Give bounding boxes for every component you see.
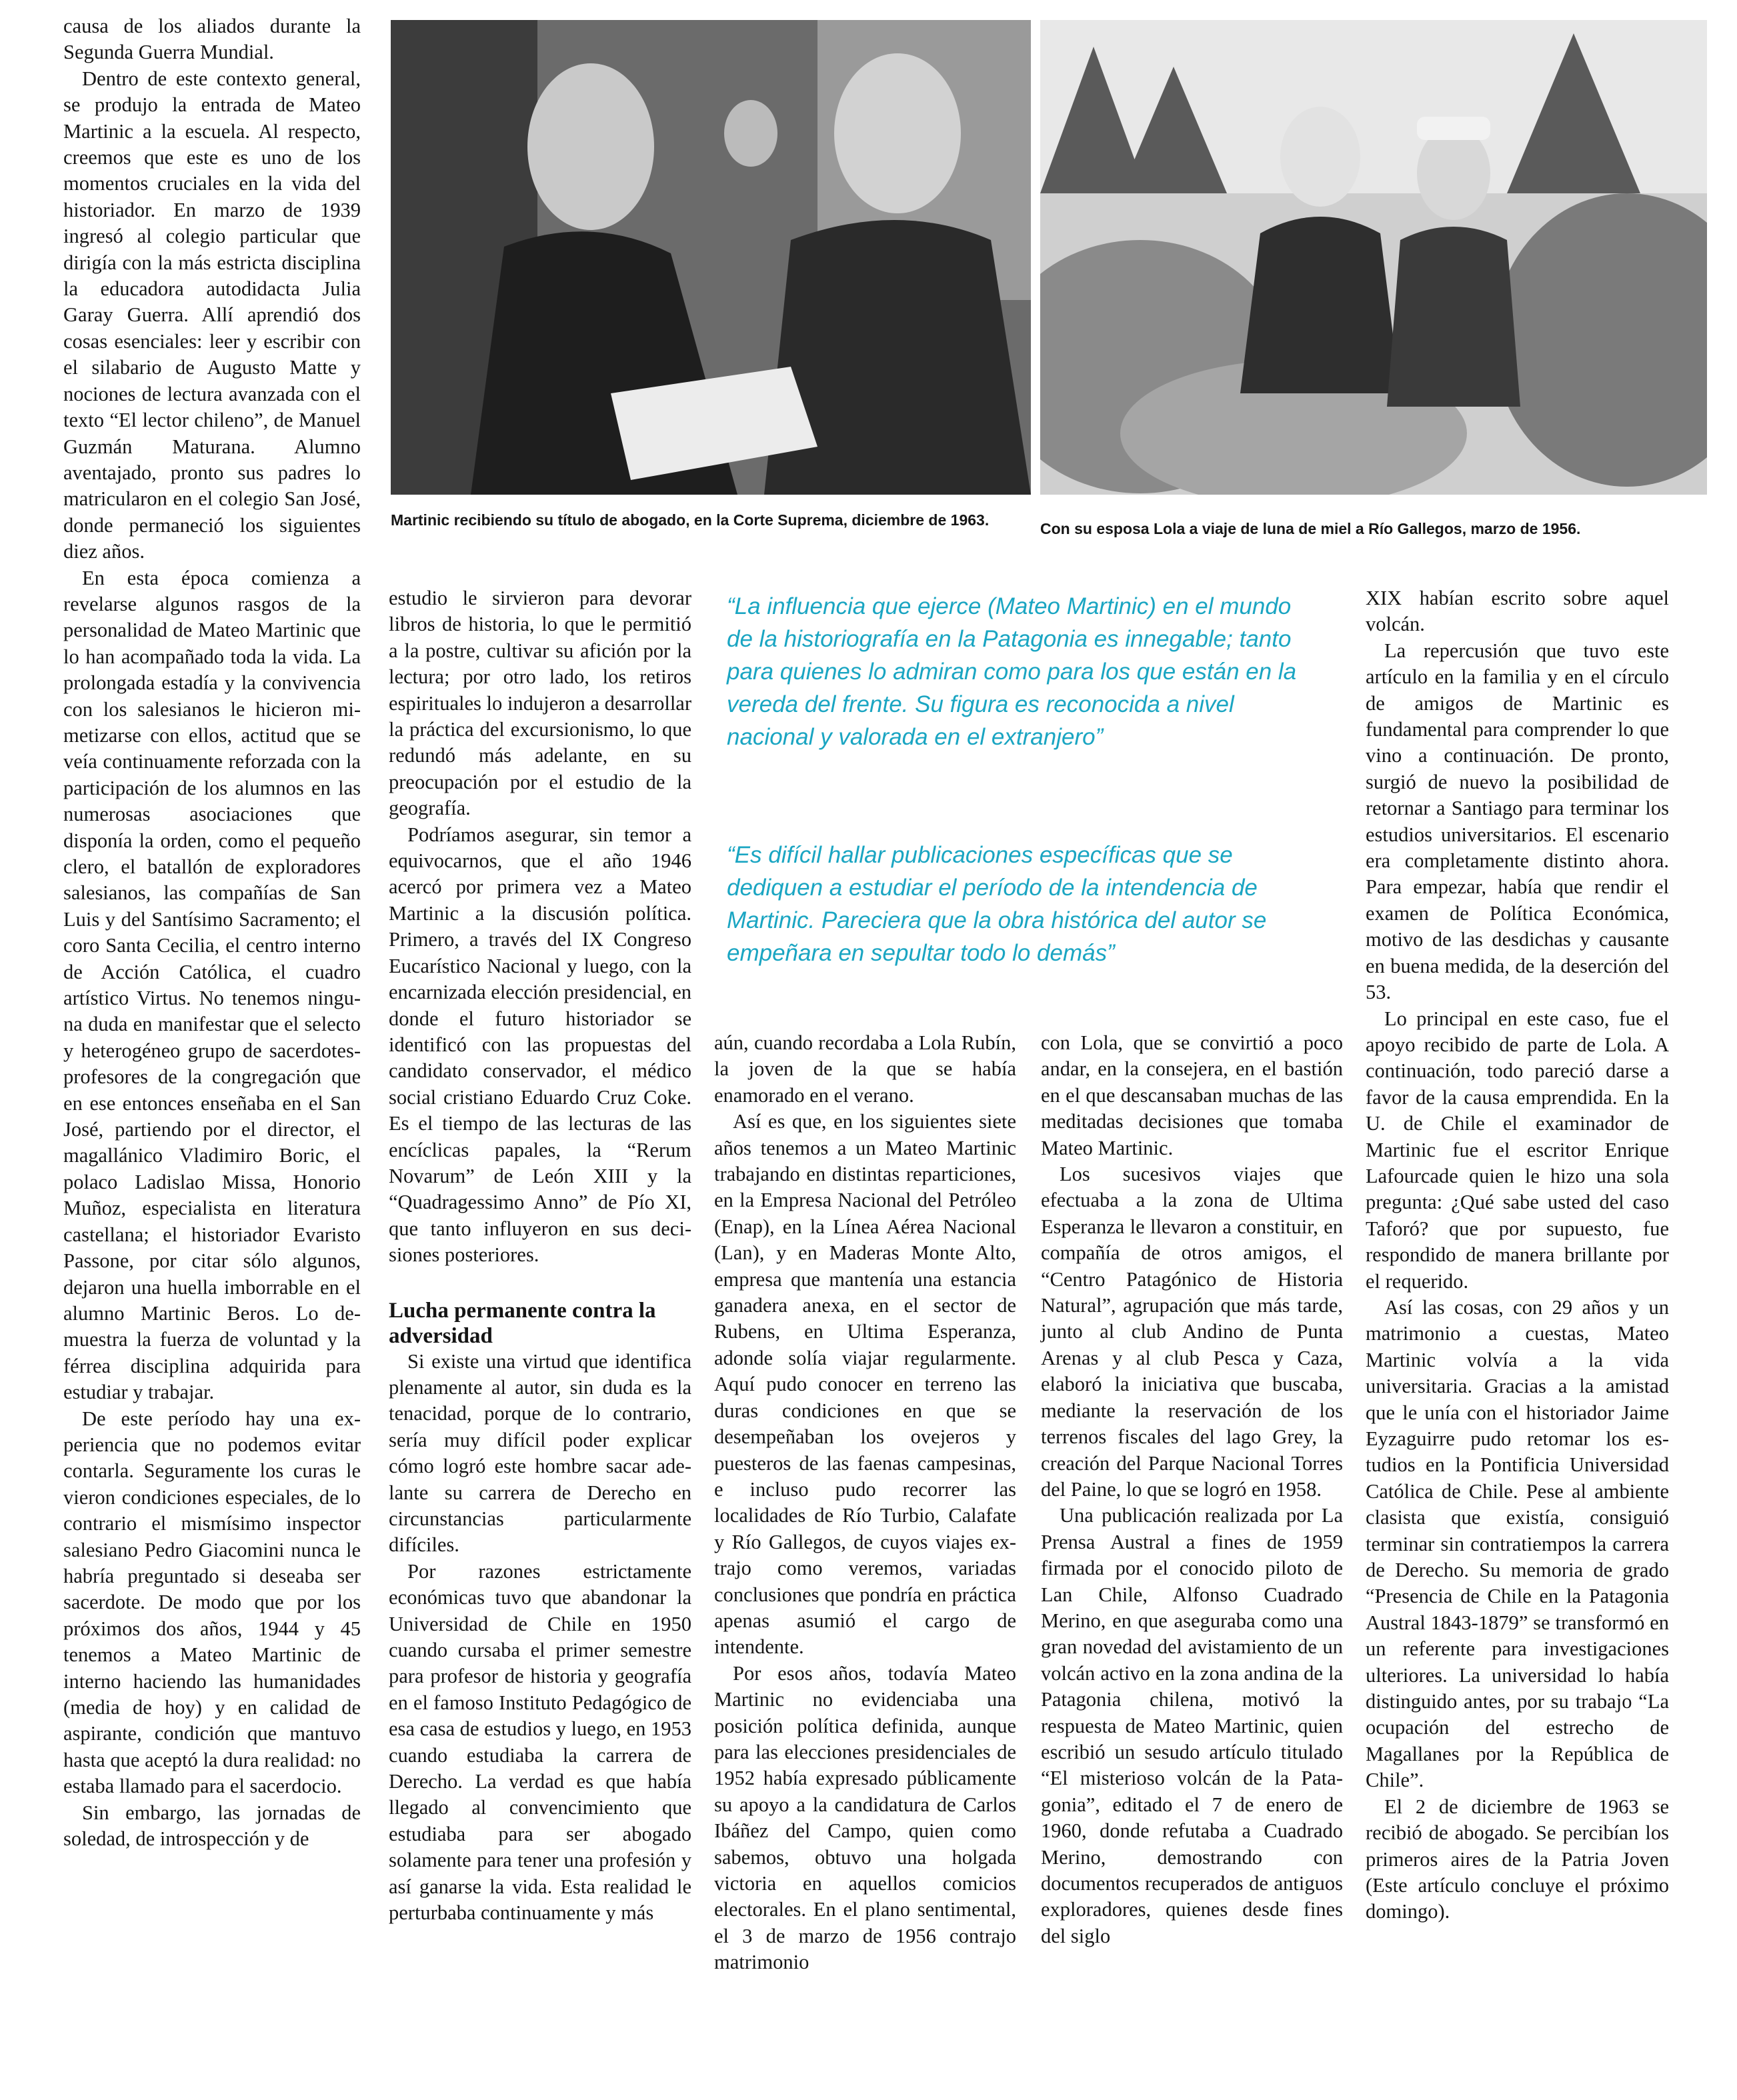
photo-caption-right: Con su esposa Lola a viaje de luna de miel a Río Gallegos, marzo de 1956. bbox=[1040, 520, 1581, 537]
photo-honeymoon bbox=[1040, 20, 1707, 495]
paragraph: Así las cosas, con 29 años y un matrimonio a cuestas, Mateo Martinic volvía a la vida universitaria. Gracias a la amistad que le unía con el historiador Jaime Eyzaguirre pudo retomar los estudios en la Pontificia Universidad Católica de Chile. Pese al ambiente clasista que existía, consiguió terminar sin contratiempos la carrera de Derecho. Su memoria de grado “Presencia de Chile en la Patagonia Austral 1843-1879” se transformó en un referente para investigaciones ulteriores. La universidad lo había distinguido antes, por su trabajo “La ocupación del estrecho de Magallanes por la República de Chile”. bbox=[1366, 1295, 1669, 1792]
paragraph: Podríamos asegurar, sin temor a equivocarnos, que el año 1946 acercó por primera vez a Mateo Martinic a la discusión política. Primero, a través del IX Congreso Eucarístico Nacional y luego, con la encarnizada elección presidencial, en donde el futuro historiador se identificó con las propuestas del candidato conservador, el médico social cristiano Eduardo Cruz Coke. Es el tiempo de las lecturas de las encíclicas papales, la “Rerum Novarum” de León XIII y la “Quadragessimo Anno” de Pío XI, que tanto influyeron en sus decisiones posteriores. bbox=[389, 823, 691, 1267]
photo-law-degree-image bbox=[391, 20, 1031, 495]
paragraph: Por esos años, todavía Mateo Martinic no evidenciaba una posición política definida, aunque para las elecciones presidenciales de 1952 había expresado públicamente su apoyo a la candidatura de Carlos Ibáñez del Campo, quien como sabemos, obtuvo una holgada victoria en aquellos comicios electorales. En el plano sentimental, el 3 de marzo de 1956 contrajo matrimonio bbox=[714, 1661, 1016, 1974]
article-column-5 bbox=[1366, 585, 1669, 1925]
paragraph: estudio le sirvieron para devorar libros de historia, lo que le permitió a la postre, cultivar su afición por la lectura; por otro lado, los retiros espirituales lo indujeron a desarrollar la práctica del excursionismo, lo que redundó más adelante, en su preocupación por el estudio de la geografía. bbox=[389, 587, 691, 820]
article-column-2 bbox=[389, 585, 691, 1927]
paragraph: Dentro de este contexto general, se produjo la entrada de Mateo Martinic a la escuela. Al respecto, creemos que este es uno de los momentos cruciales en la vida del historiador. En marzo de 1939 ingresó al colegio particular que dirigía con la más estricta disciplina la educadora autodidacta Julia Garay Guerra. Allí aprendió dos cosas esenciales: leer y escribir con el silabario de Augusto Matte y nociones de lectura avanzada con el texto “El lector chileno”, de Manuel Guzmán Maturana. Alumno aventajado, pronto sus padres lo matricularon en el colegio San José, donde permaneció los siguientes diez años. bbox=[63, 67, 361, 563]
paragraph: Sin embargo, las jornadas de soledad, de introspección y de bbox=[63, 1801, 361, 1851]
article-column-3 bbox=[714, 1030, 1016, 1976]
paragraph: Así es que, en los siguientes siete años tenemos a un Mateo Martinic trabajando en distintas reparticiones, en la Empresa Nacional del Petróleo (Enap), en la Línea Aérea Nacional (Lan), y en Maderas Monte Alto, empresa que mantenía una estancia ganadera anexa, en el sector de Rubens, en Ultima Esperanza, adonde solía viajar regularmente. Aquí pudo conocer en terreno las duras condiciones en que se desempeñaban los ovejeros y puesteros de las faenas campesinas, e incluso pudo recorrer las localidades de Río Turbio, Calafate y Río Gallegos, de cuyos viajes extrajo como veremos, variadas conclusiones que pondría en práctica apenas asumió el cargo de intendente. bbox=[714, 1110, 1016, 1659]
photo-honeymoon-image bbox=[1040, 20, 1707, 495]
photo-caption-left: Martinic recibiendo su título de abogado, en la Corte Suprema, diciembre de 1963. bbox=[391, 511, 990, 529]
paragraph: Lo principal en este caso, fue el apoyo recibido de parte de Lola. A continuación, todo pareció darse a favor de la causa emprendida. En la U. de Chile el examinador de Martinic fue el escritor Enrique Lafourcade quien le hizo una sola pregunta: ¿Qué sabe usted del caso Taforó? que por supuesto, fue respondido de manera brillante por el requerido. bbox=[1366, 1007, 1669, 1293]
paragraph: El 2 de diciembre de 1963 se recibió de abogado. Se percibían los primeros aires de la Patria Joven (Este artículo concluye el próximo domingo). bbox=[1366, 1795, 1669, 1923]
pull-quote-influence: “La influencia que ejerce (Mateo Martinic) en el mundo de la historiografía en la Patagonia es innegable; tanto para quienes lo admiran como para los que están en la vereda del frente. Su figura es reconocida a nivel nacional y valorada en el extranjero” bbox=[727, 593, 1297, 750]
paragraph: La repercusión que tuvo este artículo en la familia y en el círculo de amigos de Martinic es fundamental para comprender lo que vino a continuación. De pronto, surgió de nuevo la posibilidad de retornar a Santiago para terminar los estudios universitarios. El escenario era completamente distinto ahora. Para empezar, había que rendir el examen de Política Económica, motivo de las desdichas y causante en buena medida, de la deserción del 53. bbox=[1366, 639, 1669, 1004]
paragraph: Por razones estrictamente económicas tuvo que abandonar la Universidad de Chile en 1950 cuando cursaba el primer semestre para profesor de historia y geografía en el famoso Instituto Pedagógico de esa casa de estudios y luego, en 1953 cuando estudiaba la carrera de Derecho. La verdad es que había llegado al convencimiento que estudiaba para ser abogado solamente para tener una profesión y así ganarse la vida. Esta realidad le perturbaba continuamente y más bbox=[389, 1559, 691, 1925]
section-heading: Lucha permanente contra la adversidad bbox=[389, 1298, 656, 1348]
article-column-1 bbox=[63, 13, 361, 1852]
pull-quote-intendencia: “Es difícil hallar publicaciones específicas que se dediquen a estudiar el período de la intendencia de Martinic. Pareciera que la obra histórica del autor se empeñara en sepultar todo lo demás” bbox=[727, 842, 1267, 966]
paragraph: Los sucesivos viajes que efectuaba a la zona de Ultima Esperanza le llevaron a constituir, en compañía de otros amigos, el “Centro Patagónico de Historia Natural”, agrupación que más tarde, junto al club Andino de Punta Arenas y al club Pesca y Caza, elaboró la iniciativa que buscaba, mediante la reservación de los terrenos fiscales del lago Grey, la creación del Parque Nacional Torres del Paine, lo que se logró en 1958. bbox=[1041, 1163, 1343, 1501]
paragraph: De este período hay una experiencia que no podemos evitar contarla. Seguramente los curas le vieron condiciones especiales, de lo contrario el mismísimo inspector salesiano Pedro Giacomini nunca le habría preguntado si deseaba ser sacerdote. De modo que por los próximos dos años, 1944 y 45 tenemos a Mateo Martinic de interno haciendo las humanidades (media de hoy) y en calidad de aspirante, condición que mantuvo hasta que aceptó la dura realidad: no estaba llamado para el sacerdocio. bbox=[63, 1407, 361, 1798]
paragraph: causa de los aliados durante la Segunda Guerra Mundial. bbox=[63, 15, 361, 64]
article-column-4 bbox=[1041, 1030, 1343, 1949]
paragraph: aún, cuando recordaba a Lola Rubín, la joven de la que se había enamorado en el verano. bbox=[714, 1031, 1016, 1107]
paragraph: Una publicación realizada por La Prensa Austral a fines de 1959 firmada por el conocido piloto de Lan Chile, Alfonso Cuadrado Merino, en que aseguraba como una gran novedad del avistamiento de un volcán activo en la zona andina de la Patagonia chilena, motivó la respuesta de Mateo Martinic, quien escribió un sesudo artículo titulado “El misterioso volcán de la Patagonia”, editado el 7 de enero de 1960, donde refutaba a Cuadrado Merino, demostrando con documentos recuperados de antiguos exploradores, quienes desde fines del siglo bbox=[1041, 1504, 1343, 1947]
paragraph: Si existe una virtud que identifica plenamente al autor, sin duda es la tenacidad, porque de lo contrario, sería muy difícil poder explicar cómo logró este hombre sacar adelante su carrera de Derecho en circunstancias particularmente difíciles. bbox=[389, 1349, 691, 1557]
paragraph: con Lola, que se convirtió a poco andar, en la consejera, en el bastión en el que descansaban muchas de las meditadas decisiones que tomaba Mateo Martinic. bbox=[1041, 1031, 1343, 1159]
paragraph: En esta época comienza a revelarse algunos rasgos de la personalidad de Mateo Martinic que lo han acompañado toda la vida. La prolongada estadía y la convivencia con los salesianos le hicieron mimetizarse con ellos, actitud que se veía continuamente reforzada con la participación de los alumnos en las numerosas asociaciones que disponía la orden, como el pequeño clero, el batallón de exploradores salesianos, las compañías de San Luis y del Santísimo Sacramento; el coro Santa Cecilia, el centro interno de Acción Católica, el cuadro artístico Virtus. No tenemos ninguna duda en manifestar que el selecto y heterogéneo grupo de sacerdotes-profesores de la congregación que en ese entonces enseñaba en el San José, partiendo por el director, el magallánico Vladimiro Boric, el polaco Ladislao Missa, Honorio Muñoz, especialista en literatura castellana; el historiador Evaristo Passone, por citar sólo algunos, dejaron una huella imborrable en el alumno Martinic Beros. Lo demuestra la fuerza de voluntad y la férrea disciplina adquirida para estudiar y trabajar. bbox=[63, 566, 361, 1404]
paragraph: XIX habían escrito sobre aquel volcán. bbox=[1366, 587, 1669, 636]
photo-law-degree bbox=[391, 20, 1031, 495]
